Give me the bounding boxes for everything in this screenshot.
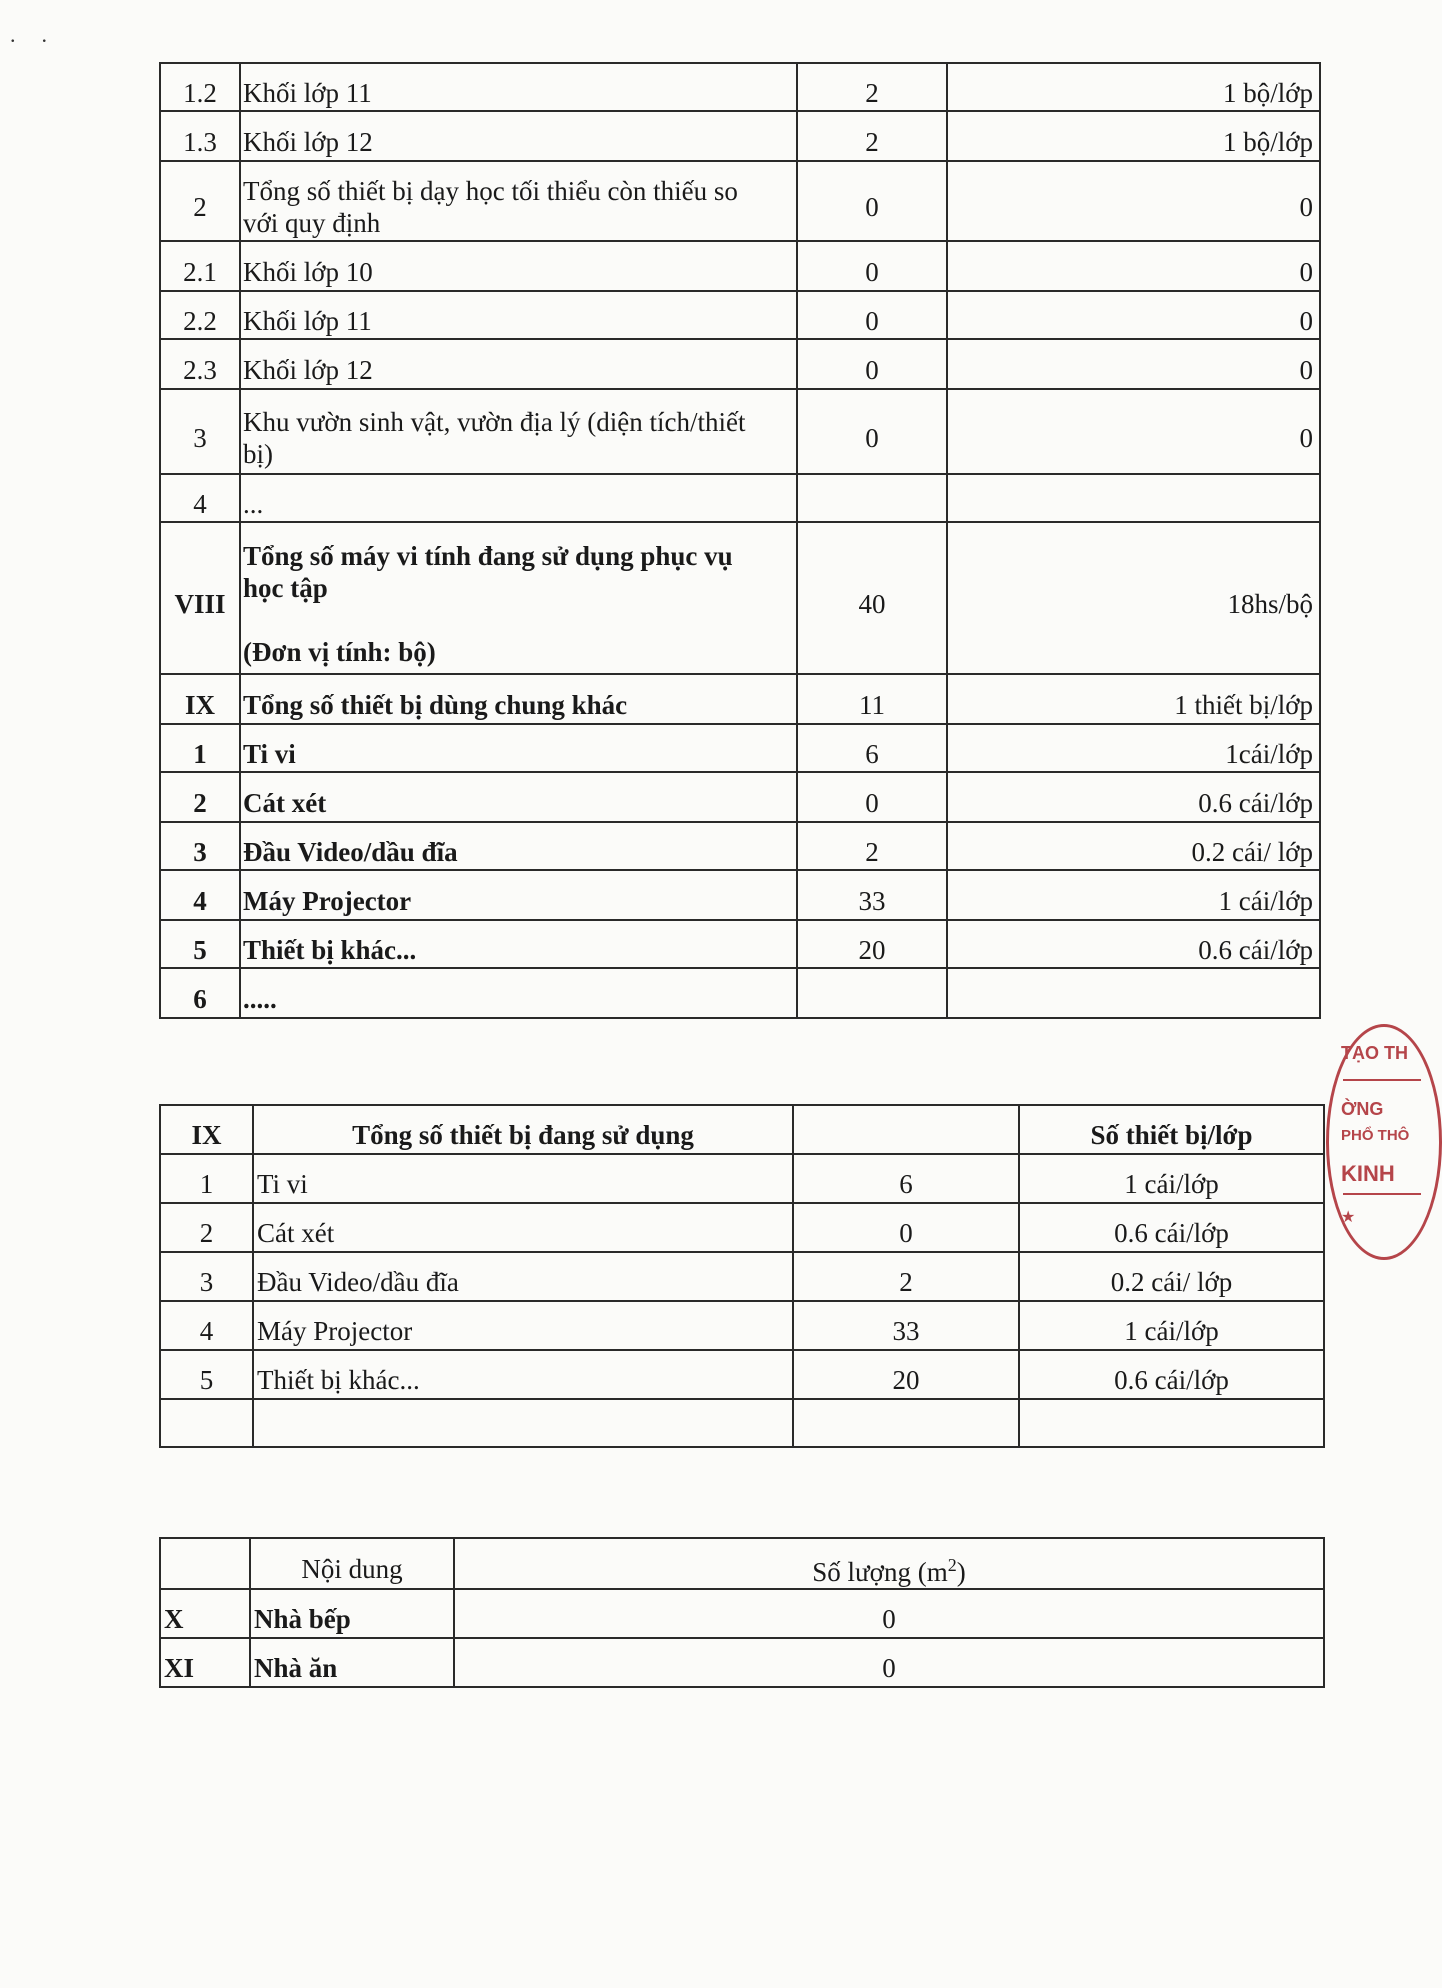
- row-number: 1.3: [160, 111, 240, 161]
- table-row: [160, 772, 1320, 822]
- row-number: 2.2: [160, 291, 240, 339]
- quantity: 11: [797, 674, 947, 724]
- ratio: 0: [947, 339, 1320, 389]
- equipment-table: [159, 62, 1321, 1019]
- ratio: 0.6 cái/lớp: [947, 920, 1320, 968]
- ratio: 1 cái/lớp: [947, 870, 1320, 920]
- quantity: 40: [797, 522, 947, 674]
- seal-text-3: PHỔ THÔ: [1341, 1127, 1410, 1144]
- ratio: 0: [947, 291, 1320, 339]
- item-name: Thiết bị khác...: [253, 1350, 793, 1399]
- table-row: [160, 1252, 1324, 1301]
- quantity: 2: [797, 111, 947, 161]
- header-area-close: ): [956, 1557, 966, 1587]
- item-name-line: (Đơn vị tính: bộ): [243, 637, 436, 667]
- ratio: 0.2 cái/ lớp: [947, 822, 1320, 870]
- row-number: 1.2: [160, 63, 240, 111]
- quantity: 0: [797, 339, 947, 389]
- item-name-line: Khối lớp 12: [243, 355, 373, 385]
- item-name-line: Khối lớp 10: [243, 257, 373, 287]
- ratio: 1 cái/lớp: [1019, 1154, 1324, 1203]
- row-number: [160, 1399, 253, 1447]
- item-name: [240, 772, 797, 822]
- header-ratio: Số thiết bị/lớp: [1019, 1105, 1324, 1154]
- ratio: [947, 474, 1320, 522]
- seal-text-1: TẠO TH: [1341, 1043, 1408, 1063]
- ratio: 0: [947, 389, 1320, 474]
- item-name-line: Máy Projector: [243, 886, 412, 916]
- ratio: [1019, 1399, 1324, 1447]
- quantity: 2: [797, 63, 947, 111]
- table-row: [160, 822, 1320, 870]
- item-name-line: [243, 604, 793, 636]
- header-no: IX: [160, 1105, 253, 1154]
- ratio: 0: [947, 161, 1320, 241]
- item-name: [253, 1399, 793, 1447]
- item-name-line: Đầu Video/dầu đĩa: [243, 837, 458, 867]
- seal-ring: [1343, 1079, 1421, 1081]
- item-name: [240, 968, 797, 1018]
- item-name: [240, 389, 797, 474]
- row-number: 2: [160, 1203, 253, 1252]
- row-number: 1: [160, 724, 240, 772]
- ratio: [947, 968, 1320, 1018]
- item-name: [240, 522, 797, 674]
- quantity: 6: [793, 1154, 1019, 1203]
- item-name: [240, 111, 797, 161]
- table-row: [160, 724, 1320, 772]
- table-header-row: [160, 1105, 1324, 1154]
- seal-text-4: KINH: [1341, 1161, 1395, 1186]
- quantity: 6: [797, 724, 947, 772]
- quantity: 0: [797, 772, 947, 822]
- item-name: Ti vi: [253, 1154, 793, 1203]
- item-name: [240, 63, 797, 111]
- item-name-line: học tập: [243, 573, 328, 603]
- ratio: 0.6 cái/lớp: [947, 772, 1320, 822]
- row-number: 4: [160, 870, 240, 920]
- row-number: 4: [160, 1301, 253, 1350]
- row-number: 5: [160, 1350, 253, 1399]
- page-corner-marks: ..: [10, 22, 73, 47]
- quantity: 20: [797, 920, 947, 968]
- row-number: 6: [160, 968, 240, 1018]
- quantity: [797, 968, 947, 1018]
- row-number: 3: [160, 389, 240, 474]
- row-number: IX: [160, 674, 240, 724]
- item-name: [240, 161, 797, 241]
- table-row: [160, 1301, 1324, 1350]
- item-name-line: Khu vườn sinh vật, vườn địa lý (diện tích/thiết: [243, 406, 746, 437]
- item-name-line: Khối lớp 11: [243, 306, 372, 336]
- quantity: [797, 474, 947, 522]
- quantity: 0: [797, 389, 947, 474]
- quantity: 2: [793, 1252, 1019, 1301]
- row-number: 4: [160, 474, 240, 522]
- table-row: [160, 241, 1320, 291]
- item-name: Nhà bếp: [250, 1589, 454, 1638]
- item-name: [240, 339, 797, 389]
- ratio: 1 cái/lớp: [1019, 1301, 1324, 1350]
- quantity: 33: [797, 870, 947, 920]
- table-row: [160, 111, 1320, 161]
- table-row: [160, 1203, 1324, 1252]
- item-name-line: Ti vi: [243, 739, 296, 769]
- quantity: 2: [797, 822, 947, 870]
- table-row: [160, 161, 1320, 241]
- header-content: Nội dung: [250, 1538, 454, 1589]
- table-row: [160, 870, 1320, 920]
- row-number: 2: [160, 772, 240, 822]
- header-area-text: Số lượng (m: [812, 1557, 948, 1587]
- header-name: Tổng số thiết bị đang sử dụng: [253, 1105, 793, 1154]
- header-qty: [793, 1105, 1019, 1154]
- item-name-line: .....: [243, 984, 277, 1014]
- item-name-line: Khối lớp 12: [243, 127, 373, 157]
- item-name-line: Thiết bị khác...: [243, 935, 417, 965]
- table-header-row: [160, 1538, 1324, 1589]
- row-number: 2: [160, 161, 240, 241]
- quantity: 0: [797, 291, 947, 339]
- table-row: [160, 1350, 1324, 1399]
- ratio: 0.6 cái/lớp: [1019, 1350, 1324, 1399]
- row-number: 2.1: [160, 241, 240, 291]
- item-name-line: Tổng số thiết bị dùng chung khác: [243, 690, 628, 720]
- item-name: Máy Projector: [253, 1301, 793, 1350]
- area-value: 0: [454, 1589, 1324, 1638]
- item-name: [240, 474, 797, 522]
- item-name-line: Tổng số máy vi tính đang sử dụng phục vụ: [243, 541, 733, 571]
- red-seal-stamp: [1326, 1024, 1442, 1260]
- quantity: 0: [793, 1203, 1019, 1252]
- header-no: [160, 1538, 250, 1589]
- table-row: [160, 474, 1320, 522]
- table-row: [160, 674, 1320, 724]
- quantity: [793, 1399, 1019, 1447]
- table-row: [160, 339, 1320, 389]
- table-row: [160, 1638, 1324, 1687]
- row-number: VIII: [160, 522, 240, 674]
- shared-equipment-table: [159, 1104, 1325, 1448]
- item-name: [240, 674, 797, 724]
- item-name-line: ...: [243, 489, 264, 519]
- quantity: 0: [797, 161, 947, 241]
- table-row: [160, 522, 1320, 674]
- item-name-line: Khối lớp 11: [243, 78, 372, 108]
- ratio: 1 bộ/lớp: [947, 111, 1320, 161]
- table-row: [160, 1589, 1324, 1638]
- item-name-line: bị): [243, 438, 273, 469]
- quantity: 33: [793, 1301, 1019, 1350]
- item-name: [240, 291, 797, 339]
- item-name: [240, 822, 797, 870]
- item-name: [240, 241, 797, 291]
- row-number: XI: [160, 1638, 250, 1687]
- ratio: 1 thiết bị/lớp: [947, 674, 1320, 724]
- item-name: Nhà ăn: [250, 1638, 454, 1687]
- row-number: 3: [160, 822, 240, 870]
- quantity: 20: [793, 1350, 1019, 1399]
- ratio: 0.2 cái/ lớp: [1019, 1252, 1324, 1301]
- table-row: [160, 291, 1320, 339]
- row-number: 1: [160, 1154, 253, 1203]
- seal-ring: [1343, 1193, 1421, 1195]
- row-number: 5: [160, 920, 240, 968]
- item-name-line: Tổng số thiết bị dạy học tối thiểu còn thiếu so: [243, 176, 738, 206]
- table-row: [160, 63, 1320, 111]
- row-number: X: [160, 1589, 250, 1638]
- table-row: [160, 1154, 1324, 1203]
- kitchen-dining-table: [159, 1537, 1325, 1688]
- quantity: 0: [797, 241, 947, 291]
- table-row: [160, 920, 1320, 968]
- ratio: 18hs/bộ: [947, 522, 1320, 674]
- ratio: 0.6 cái/lớp: [1019, 1203, 1324, 1252]
- area-value: 0: [454, 1638, 1324, 1687]
- table-row: [160, 389, 1320, 474]
- seal-star: ★: [1341, 1209, 1356, 1226]
- item-name: [240, 920, 797, 968]
- item-name-line: Cát xét: [243, 788, 327, 818]
- table-row: [160, 968, 1320, 1018]
- header-area: [454, 1538, 1324, 1589]
- ratio: 1 bộ/lớp: [947, 63, 1320, 111]
- item-name-line: với quy định: [243, 208, 381, 238]
- item-name: Đầu Video/dầu đĩa: [253, 1252, 793, 1301]
- table-row: [160, 1399, 1324, 1447]
- item-name: [240, 724, 797, 772]
- item-name: Cát xét: [253, 1203, 793, 1252]
- header-area-unit-superscript: 2: [947, 1555, 957, 1575]
- row-number: 2.3: [160, 339, 240, 389]
- item-name: [240, 870, 797, 920]
- seal-text-2: ỜNG: [1341, 1099, 1384, 1119]
- ratio: 1cái/lớp: [947, 724, 1320, 772]
- ratio: 0: [947, 241, 1320, 291]
- row-number: 3: [160, 1252, 253, 1301]
